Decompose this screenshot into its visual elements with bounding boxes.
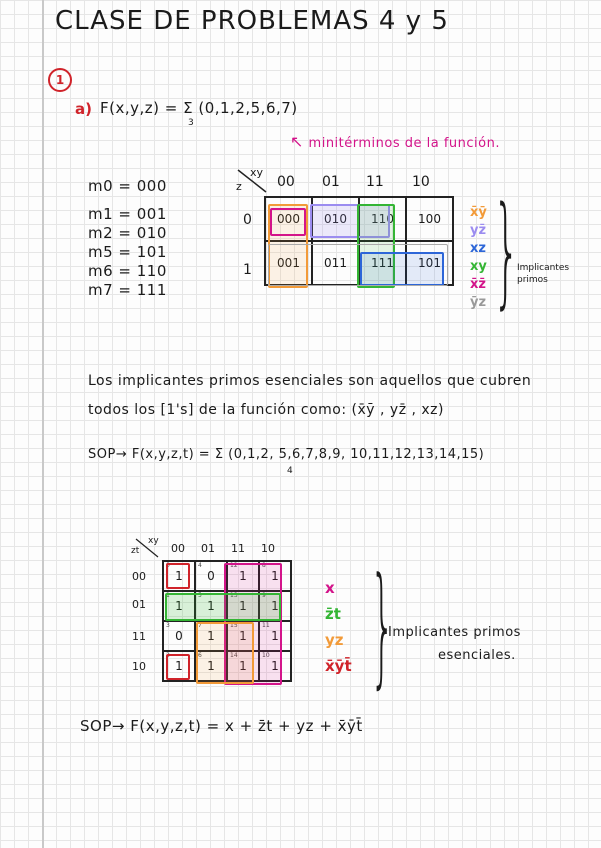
kmap2-cell-index: 1 (166, 592, 170, 599)
kmap2-col-header: 11 (231, 542, 245, 555)
implicant-term: ȳz (470, 295, 487, 310)
minterm-item: m6 = 110 (88, 262, 167, 280)
implicant-term: xz (470, 241, 486, 256)
kmap2-cell-value: 1 (271, 629, 279, 643)
kmap2-row-header: 00 (132, 570, 146, 583)
kmap2-group-corner-top (166, 563, 190, 589)
kmap2-cell-index: 0 (166, 562, 170, 569)
kmap2-cell-value: 1 (175, 599, 183, 613)
implicants2-brace: } (370, 549, 395, 701)
kmap2-cell-value: 1 (239, 629, 247, 643)
kmap2-cell (195, 561, 227, 591)
kmap1-col-header: 11 (366, 174, 384, 190)
kmap2-cell-index: 12 (230, 562, 238, 569)
implicant-term: yz (325, 631, 344, 649)
minterm-item: m1 = 001 (88, 205, 167, 223)
implicant-term: x̄ȳ (470, 205, 487, 220)
section-number-badge: 1 (48, 68, 72, 92)
kmap1-cell: 010 (312, 197, 359, 241)
kmap1-col-header: 01 (322, 174, 340, 190)
implicants1-list (470, 204, 487, 312)
kmap2-cell (163, 621, 195, 651)
kmap1-corner-top: xy (250, 166, 264, 179)
kmap2-cell-index: 13 (230, 592, 238, 599)
implicant-term: x̄z̄ (470, 277, 486, 292)
implicants1-brace: } (493, 182, 520, 321)
kmap2-cell-index: 9 (262, 592, 266, 599)
kmap1-row-header: 1 (243, 262, 252, 278)
minterm-item: m7 = 111 (88, 281, 167, 299)
kmap2-row-header: 10 (132, 660, 146, 673)
kmap1-cell: 000 (265, 197, 312, 241)
kmap2-group-zbar-t (165, 593, 281, 621)
kmap1-group-ybar-z (268, 244, 448, 286)
kmap2-row-header: 11 (132, 630, 146, 643)
implicants2-label-line-1: Implicantes primos (388, 625, 521, 640)
kmap2-cell-index: 15 (230, 622, 238, 629)
kmap2-cell-value: 0 (175, 629, 183, 643)
kmap2-cell-value: 1 (175, 659, 183, 673)
notebook-margin-line (42, 0, 44, 848)
kmap2-cell-value: 1 (271, 569, 279, 583)
paragraph-line-2: todos los [1's] de la función como: (x̄ȳ , yz̄ , xz) (88, 402, 444, 418)
sop1-sum-subscript: 4 (287, 466, 293, 476)
kmap1-group-xbar-zbar (270, 208, 306, 236)
implicant-term: xy (470, 259, 487, 274)
kmap2-cell-value: 1 (207, 629, 215, 643)
kmap1-cell: 111 (359, 241, 406, 285)
function-definition (100, 99, 298, 117)
sum-subscript: 3 (188, 118, 194, 128)
part-a-label: a) (75, 100, 92, 118)
implicant-term: x (325, 579, 335, 597)
minterm-item: m0 = 000 (88, 177, 167, 195)
kmap2-row-header: 01 (132, 598, 146, 611)
kmap2-cell-index: 8 (262, 562, 266, 569)
kmap1-col-header: 10 (412, 174, 430, 190)
kmap2-cell-value: 1 (239, 599, 247, 613)
kmap2-cell-value: 1 (271, 599, 279, 613)
kmap2-cell-value: 1 (207, 659, 215, 673)
implicant-term: yz̄ (470, 223, 487, 238)
minterm-item: m5 = 101 (88, 243, 167, 261)
kmap1-corner-left: z (236, 180, 242, 193)
kmap2-cell-value: 1 (175, 569, 183, 583)
kmap1-cell: 011 (312, 241, 359, 285)
implicants1-label: Implicantes primos (517, 263, 570, 285)
kmap2-cell-index: 5 (198, 592, 202, 599)
kmap1-cell: 001 (265, 241, 312, 285)
sop2-expression: SOP→ F(x,y,z,t) = x + z̄t + yz + x̄ȳt̄ (80, 717, 363, 735)
kmap1-cell: 110 (359, 197, 406, 241)
kmap1-cell: 100 (406, 197, 453, 241)
kmap2-cell-index: 10 (262, 652, 270, 659)
kmap2-cell-index: 4 (198, 562, 202, 569)
paragraph-line-1: Los implicantes primos esenciales son aquellos que cubren (88, 373, 532, 389)
kmap2-cell-index: 11 (262, 622, 270, 629)
kmap2-cell-value: 1 (271, 659, 279, 673)
implicant-term: z̄t (325, 605, 341, 623)
sop1-expression: SOP→ F(x,y,z,t) = Σ (0,1,2, 5,6,7,8,9, 10,11,12,13,14,15) (88, 447, 485, 462)
minterm-item: m2 = 010 (88, 224, 167, 242)
kmap2-cell-index: 3 (166, 622, 170, 629)
kmap2-cell-value: 1 (207, 599, 215, 613)
implicant-term: x̄ȳt̄ (325, 657, 352, 675)
minterms-note: ↖ minitérminos de la función. (290, 132, 500, 151)
function-expression: F(x,y,z) = Σ (0,1,2,5,6,7) (100, 99, 298, 117)
kmap2-cell-index: 6 (198, 652, 202, 659)
kmap2-cell-value: 0 (207, 569, 215, 583)
kmap2-col-header: 01 (201, 542, 215, 555)
kmap2-col-header: 10 (261, 542, 275, 555)
kmap2-group-corner-bottom (166, 654, 190, 680)
kmap2-group-y-z (196, 622, 254, 684)
kmap2-corner-left: zt (131, 546, 140, 556)
implicants2-label-line-2: esenciales. (438, 648, 516, 663)
implicants2-list (325, 575, 352, 679)
minterm-list (88, 177, 167, 300)
page-title: CLASE DE PROBLEMAS 4 y 5 (55, 6, 449, 36)
kmap2-cell-value: 1 (239, 659, 247, 673)
kmap1-row-header: 0 (243, 212, 252, 228)
kmap2-cell-index: 14 (230, 652, 238, 659)
kmap2-cell-index: 7 (198, 622, 202, 629)
kmap2-cell-index: 2 (166, 652, 170, 659)
kmap2-corner-top: xy (148, 536, 159, 546)
kmap1-cell: 101 (406, 241, 453, 285)
kmap2-col-header: 00 (171, 542, 185, 555)
kmap1-col-header: 00 (277, 174, 295, 190)
kmap2-cell-value: 1 (239, 569, 247, 583)
